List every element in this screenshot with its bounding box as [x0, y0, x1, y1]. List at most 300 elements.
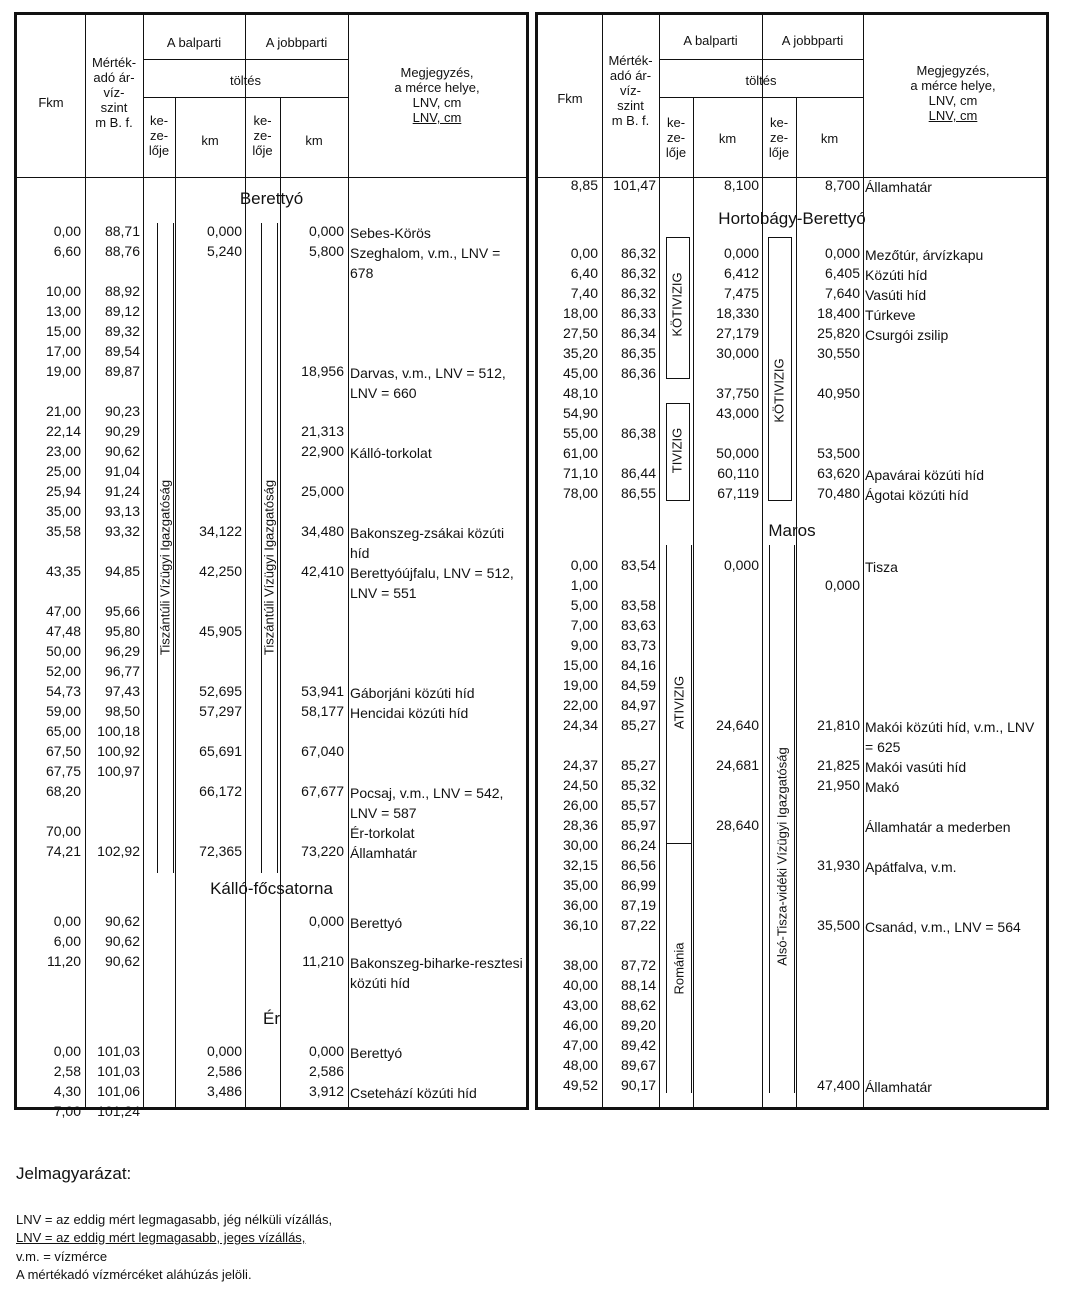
- right-km-value: 0,000: [308, 1043, 344, 1059]
- right-km-value: 25,820: [817, 325, 860, 341]
- col-rule: [693, 97, 694, 1107]
- right-km-value: 18,400: [817, 305, 860, 321]
- fkm-value: 74,21: [45, 843, 81, 859]
- remark-value: Berettyó: [350, 1045, 403, 1061]
- left-km-value: 6,412: [723, 265, 759, 281]
- left-km-value: 5,240: [206, 243, 242, 259]
- fkm-value: 38,00: [562, 957, 598, 973]
- remark-value: Apavárai közúti híd: [865, 467, 985, 483]
- right-km-value: 73,220: [301, 843, 344, 859]
- fkm-value: 28,36: [562, 817, 598, 833]
- left-km-value: 28,640: [716, 817, 759, 833]
- embankment-header: töltés: [229, 73, 262, 88]
- header-rule: [143, 59, 348, 60]
- fkm-value: 43,00: [562, 997, 598, 1013]
- vertical-label: Tiszántúli Vízügyi Igazgatóság: [261, 479, 277, 656]
- level-value: 101,06: [97, 1083, 140, 1099]
- fkm-value: 30,00: [562, 837, 598, 853]
- col-rule: [762, 15, 763, 1107]
- legend-underline: A mértékadó vízmércéket aláhúzás jelöli.: [16, 1267, 252, 1282]
- fkm-value: 19,00: [562, 677, 598, 693]
- left-bank-header: A balparti: [683, 33, 738, 48]
- left-km-value: 66,172: [199, 783, 242, 799]
- level-header: Mérték- adó ár- víz- szint m B. f.: [91, 55, 137, 130]
- remark-value: Makói közúti híd, v.m., LNV = 625: [865, 719, 1035, 755]
- right-km-value: 0,000: [308, 913, 344, 929]
- level-value: 86,99: [620, 877, 656, 893]
- level-value: 96,77: [104, 663, 140, 679]
- left-km-value: 30,000: [716, 345, 759, 361]
- fkm-value: 7,00: [570, 617, 598, 633]
- right-km-value: 25,000: [301, 483, 344, 499]
- level-value: 95,80: [104, 623, 140, 639]
- legend-title: Jelmagyarázat:: [16, 1164, 132, 1183]
- level-header: Mérték- adó ár- víz- szint m B. f.: [608, 53, 653, 128]
- fkm-value: 67,75: [45, 763, 81, 779]
- fkm-value: 68,20: [45, 783, 81, 799]
- fkm-value: 13,00: [45, 303, 81, 319]
- remark-value: Kálló-torkolat: [350, 445, 432, 461]
- level-value: 88,14: [620, 977, 656, 993]
- level-value: 86,32: [620, 245, 656, 261]
- fkm-value: 46,00: [562, 1017, 598, 1033]
- level-value: 90,62: [104, 933, 140, 949]
- level-value: 86,32: [620, 285, 656, 301]
- level-value: 84,16: [620, 657, 656, 673]
- level-value: 83,63: [620, 617, 656, 633]
- level-value: 93,13: [104, 503, 140, 519]
- level-value: 101,47: [613, 177, 656, 193]
- level-value: 90,62: [104, 953, 140, 969]
- level-value: 86,36: [620, 365, 656, 381]
- fkm-value: 54,73: [45, 683, 81, 699]
- right-km-value: 53,941: [301, 683, 344, 699]
- left-km-value: 8,100: [723, 177, 759, 193]
- level-value: 86,55: [620, 485, 656, 501]
- level-value: 102,92: [97, 843, 140, 859]
- level-value: 90,29: [104, 423, 140, 439]
- level-value: 89,12: [104, 303, 140, 319]
- fkm-value: 11,20: [47, 953, 81, 969]
- header-rule: [659, 59, 863, 60]
- section-title: Maros: [768, 521, 816, 540]
- fkm-value: 25,00: [45, 463, 81, 479]
- level-value: 85,27: [620, 717, 656, 733]
- fkm-value: 36,00: [562, 897, 598, 913]
- fkm-value: 24,50: [562, 777, 598, 793]
- right-km-value: 34,480: [301, 523, 344, 539]
- left-km-value: 50,000: [716, 445, 759, 461]
- left-table-panel: [14, 12, 529, 1119]
- level-value: 89,20: [620, 1017, 656, 1033]
- remark-value: Makó: [865, 779, 900, 795]
- vertical-label: TIVIZIG: [669, 427, 685, 474]
- remark-value: Berettyóújfalu, LNV = 512, LNV = 551: [350, 565, 514, 601]
- fkm-value: 7,00: [53, 1103, 81, 1119]
- left-km-value: 27,179: [716, 325, 759, 341]
- authority-bar: [769, 545, 770, 1093]
- right-km-value: 58,177: [301, 703, 344, 719]
- level-value: 84,97: [620, 697, 656, 713]
- level-value: 101,03: [97, 1043, 140, 1059]
- level-value: 89,54: [104, 343, 140, 359]
- col-rule: [602, 15, 603, 1107]
- legend-gauge: v.m. = vízmérce: [16, 1249, 108, 1264]
- remark-value: Pocsaj, v.m., LNV = 542, LNV = 587: [350, 785, 504, 821]
- right-km-value: 18,956: [301, 363, 344, 379]
- level-value: 88,92: [104, 283, 140, 299]
- fkm-value: 50,00: [45, 643, 81, 659]
- vertical-label: Románia: [671, 942, 687, 995]
- level-value: 88,71: [104, 223, 140, 239]
- left-km-value: 24,681: [716, 757, 759, 773]
- level-value: 100,97: [97, 763, 140, 779]
- left-km-value: 3,486: [206, 1083, 242, 1099]
- level-value: 100,18: [97, 723, 140, 739]
- right-km-value: 67,040: [301, 743, 344, 759]
- section-title: Ér: [263, 1009, 280, 1028]
- left-km-value: 42,250: [199, 563, 242, 579]
- remark-value: Bakonszeg-biharke-resztesi közúti híd: [350, 955, 523, 991]
- fkm-value: 24,37: [562, 757, 598, 773]
- header-rule: [659, 97, 863, 98]
- level-value: 89,87: [104, 363, 140, 379]
- right-km-value: 8,700: [824, 177, 860, 193]
- level-value: 88,76: [104, 243, 140, 259]
- fkm-value: 27,50: [562, 325, 598, 341]
- col-rule: [796, 97, 797, 1107]
- fkm-value: 0,00: [53, 1043, 81, 1059]
- level-value: 89,32: [104, 323, 140, 339]
- col-rule: [143, 15, 144, 1107]
- fkm-value: 70,00: [45, 823, 81, 839]
- right-km-value: 11,210: [302, 953, 344, 969]
- remark-value: Gáborjáni közúti híd: [350, 685, 475, 701]
- authority-bar: [691, 545, 692, 1093]
- fkm-value: 19,00: [45, 363, 81, 379]
- right-km-value: 0,000: [824, 577, 860, 593]
- level-value: 100,92: [97, 743, 140, 759]
- fkm-value: 47,48: [45, 623, 81, 639]
- fkm-value: 67,50: [45, 743, 81, 759]
- level-value: 86,32: [620, 265, 656, 281]
- left-km-value: 34,122: [199, 523, 242, 539]
- right-km-value: 21,825: [817, 757, 860, 773]
- vertical-label: ATIVIZIG: [671, 675, 687, 730]
- authority-bar-left: [173, 223, 174, 873]
- left-km-value: 43,000: [716, 405, 759, 421]
- authority-bar-right: [277, 223, 278, 873]
- remark-value: Csurgói zsilip: [865, 327, 949, 343]
- operator-header: ke- ze- lője: [252, 113, 273, 158]
- remark-value: Közúti híd: [865, 267, 928, 283]
- right-km-value: 0,000: [308, 223, 344, 239]
- left-km-value: 60,110: [717, 465, 759, 481]
- km-header: km: [718, 131, 737, 146]
- fkm-value: 0,00: [570, 245, 598, 261]
- col-rule: [348, 15, 349, 1107]
- level-value: 94,85: [104, 563, 140, 579]
- level-value: 90,62: [104, 913, 140, 929]
- level-value: 87,22: [620, 917, 656, 933]
- fkm-value: 48,00: [562, 1057, 598, 1073]
- left-bank-header: A balparti: [166, 35, 222, 50]
- right-km-value: 70,480: [817, 485, 860, 501]
- fkm-value: 0,00: [53, 913, 81, 929]
- fkm-value: 10,00: [45, 283, 81, 299]
- fkm-value: 24,34: [562, 717, 598, 733]
- fkm-value: 18,00: [562, 305, 598, 321]
- fkm-header: Fkm: [38, 95, 64, 110]
- right-km-value: 40,950: [817, 385, 860, 401]
- fkm-value: 8,85: [570, 177, 598, 193]
- level-value: 91,04: [104, 463, 140, 479]
- level-value: 86,34: [620, 325, 656, 341]
- fkm-value: 35,00: [45, 503, 81, 519]
- col-rule: [863, 15, 864, 1107]
- level-value: 85,32: [620, 777, 656, 793]
- remark-value: Tisza: [865, 559, 898, 575]
- fkm-header: Fkm: [557, 91, 583, 106]
- remark-value: Államhatár a mederben: [865, 819, 1011, 835]
- left-km-value: 2,586: [206, 1063, 242, 1079]
- col-rule: [85, 15, 86, 1107]
- right-km-value: 63,620: [817, 465, 860, 481]
- level-value: 85,27: [620, 757, 656, 773]
- right-km-value: 2,586: [308, 1063, 344, 1079]
- fkm-value: 22,14: [45, 423, 81, 439]
- level-value: 89,42: [620, 1037, 656, 1053]
- level-value: 86,24: [620, 837, 656, 853]
- fkm-value: 40,00: [562, 977, 598, 993]
- level-value: 85,97: [620, 817, 656, 833]
- right-km-value: 31,930: [817, 857, 860, 873]
- fkm-value: 71,10: [562, 465, 598, 481]
- left-km-value: 24,640: [716, 717, 759, 733]
- fkm-value: 35,20: [562, 345, 598, 361]
- fkm-value: 15,00: [562, 657, 598, 673]
- remark-value: Bakonszeg-zsákai közúti híd: [350, 525, 505, 561]
- remark-value: Berettyó: [350, 915, 403, 931]
- fkm-value: 1,00: [570, 577, 598, 593]
- fkm-value: 25,94: [45, 483, 81, 499]
- level-value: 85,57: [620, 797, 656, 813]
- authority-bar: [794, 545, 795, 1093]
- level-value: 86,44: [620, 465, 656, 481]
- remark-value: Államhatár: [865, 1079, 932, 1095]
- fkm-value: 59,00: [45, 703, 81, 719]
- left-km-value: 0,000: [206, 223, 242, 239]
- level-value: 95,66: [104, 603, 140, 619]
- fkm-value: 6,60: [53, 243, 81, 259]
- col-rule: [245, 15, 246, 1107]
- fkm-value: 48,10: [562, 385, 598, 401]
- level-value: 84,59: [620, 677, 656, 693]
- fkm-value: 47,00: [45, 603, 81, 619]
- fkm-value: 4,30: [53, 1083, 81, 1099]
- fkm-value: 55,00: [562, 425, 598, 441]
- right-km-value: 53,500: [817, 445, 860, 461]
- remark-value: Apátfalva, v.m.: [865, 859, 957, 875]
- fkm-value: 21,00: [45, 403, 81, 419]
- remark-value: Szeghalom, v.m., LNV = 678: [350, 245, 501, 281]
- fkm-value: 26,00: [562, 797, 598, 813]
- level-value: 87,72: [620, 957, 656, 973]
- vertical-label: Tiszántúli Vízügyi Igazgatóság: [157, 479, 173, 656]
- left-km-value: 45,905: [199, 623, 242, 639]
- fkm-value: 32,15: [562, 857, 598, 873]
- fkm-value: 2,58: [53, 1063, 81, 1079]
- level-value: 93,32: [104, 523, 140, 539]
- vertical-label: KÖTIVIZIG: [669, 272, 685, 337]
- level-value: 90,17: [620, 1077, 656, 1093]
- level-value: 89,67: [620, 1057, 656, 1073]
- remark-value: Darvas, v.m., LNV = 512, LNV = 660: [350, 365, 506, 401]
- col-rule: [280, 97, 281, 1107]
- right-km-value: 21,313: [301, 423, 344, 439]
- right-km-value: 42,410: [301, 563, 344, 579]
- right-km-value: 21,810: [817, 717, 860, 733]
- remark-value: Túrkeve: [865, 307, 916, 323]
- level-value: 97,43: [104, 683, 140, 699]
- fkm-value: 17,00: [45, 343, 81, 359]
- remarks-header: Megjegyzés, a mérce helye, LNV, cm LNV, cm: [394, 65, 480, 125]
- header-rule: [143, 97, 348, 98]
- left-km-value: 7,475: [723, 285, 759, 301]
- right-bank-header: A jobbparti: [781, 33, 844, 48]
- embankment-header: töltés: [745, 73, 777, 88]
- fkm-value: 49,52: [562, 1077, 598, 1093]
- level-value: 98,50: [104, 703, 140, 719]
- level-value: 90,23: [104, 403, 140, 419]
- level-value: 83,73: [620, 637, 656, 653]
- remark-value: Államhatár: [865, 179, 932, 195]
- left-km-value: 0,000: [723, 557, 759, 573]
- fkm-value: 52,00: [45, 663, 81, 679]
- level-value: 87,19: [620, 897, 656, 913]
- remark-value: Államhatár: [350, 845, 417, 861]
- header-bottom-rule: [17, 177, 526, 178]
- level-value: 91,24: [104, 483, 140, 499]
- level-value: 86,35: [620, 345, 656, 361]
- legend-lnv: LNV = az eddig mért legmagasabb, jég nélküli vízállás,: [16, 1212, 333, 1227]
- fkm-value: 65,00: [45, 723, 81, 739]
- remark-value: Csetehází közúti híd: [350, 1085, 477, 1101]
- left-km-value: 18,330: [716, 305, 759, 321]
- operator-header: ke- ze- lője: [665, 115, 687, 160]
- fkm-value: 0,00: [53, 223, 81, 239]
- right-km-value: 21,950: [817, 777, 860, 793]
- left-km-value: 57,297: [199, 703, 242, 719]
- level-value: 96,29: [104, 643, 140, 659]
- fkm-value: 35,58: [45, 523, 81, 539]
- right-km-value: 47,400: [817, 1077, 860, 1093]
- section-title: Berettyó: [239, 189, 304, 208]
- left-km-value: 65,691: [199, 743, 242, 759]
- fkm-value: 0,00: [570, 557, 598, 573]
- level-value: 88,62: [620, 997, 656, 1013]
- left-km-value: 37,750: [716, 385, 759, 401]
- remark-value: Hencidai közúti híd: [350, 705, 469, 721]
- right-km-value: 30,550: [817, 345, 860, 361]
- fkm-value: 61,00: [562, 445, 598, 461]
- fkm-value: 6,40: [570, 265, 598, 281]
- remark-value: Vasúti híd: [865, 287, 927, 303]
- level-value: 90,62: [104, 443, 140, 459]
- remark-value: Mezőtúr, árvízkapu: [865, 247, 984, 263]
- legend-lnv-ice: LNV = az eddig mért legmagasabb, jeges vízállás,: [16, 1230, 306, 1245]
- fkm-value: 54,90: [562, 405, 598, 421]
- col-rule: [659, 15, 660, 1107]
- left-km-value: 67,119: [717, 485, 759, 501]
- fkm-value: 23,00: [45, 443, 81, 459]
- fkm-value: 45,00: [562, 365, 598, 381]
- left-km-value: 52,695: [199, 683, 242, 699]
- right-km-value: 22,900: [301, 443, 344, 459]
- remark-value: Ágotai közúti híd: [865, 487, 969, 503]
- right-km-value: 7,640: [824, 285, 860, 301]
- right-km-value: 5,800: [308, 243, 344, 259]
- level-value: 101,24: [97, 1103, 140, 1119]
- operator-header: ke- ze- lője: [148, 113, 170, 158]
- fkm-value: 6,00: [53, 933, 81, 949]
- level-value: 86,38: [620, 425, 656, 441]
- vertical-label: KÖTIVIZIG: [771, 358, 787, 423]
- level-value: 86,33: [620, 305, 656, 321]
- right-km-value: 35,500: [817, 917, 860, 933]
- fkm-value: 78,00: [562, 485, 598, 501]
- right-km-value: 67,677: [301, 783, 344, 799]
- vertical-label: Alsó-Tisza-vidéki Vízügyi Igazgatóság: [774, 747, 790, 966]
- section-title: Kálló-főcsatorna: [210, 879, 333, 898]
- km-header: km: [305, 133, 323, 148]
- section-title: Hortobágy-Berettyó: [718, 209, 866, 228]
- remark-value: Ér-torkolat: [350, 825, 415, 841]
- operator-header: ke- ze- lője: [768, 115, 790, 160]
- fkm-value: 47,00: [562, 1037, 598, 1053]
- fkm-value: 15,00: [45, 323, 81, 339]
- left-km-value: 0,000: [723, 245, 759, 261]
- fkm-value: 22,00: [562, 697, 598, 713]
- fkm-value: 5,00: [570, 597, 598, 613]
- fkm-value: 36,10: [562, 917, 598, 933]
- level-value: 86,56: [620, 857, 656, 873]
- right-km-value: 6,405: [824, 265, 860, 281]
- level-value: 101,03: [97, 1063, 140, 1079]
- remark-value: Sebes-Körös: [350, 225, 431, 241]
- right-km-value: 3,912: [308, 1083, 344, 1099]
- remark-value: Csanád, v.m., LNV = 564: [865, 919, 1021, 935]
- km-header: km: [820, 131, 839, 146]
- col-rule: [175, 97, 176, 1107]
- level-value: 83,54: [620, 557, 656, 573]
- km-header: km: [201, 133, 219, 148]
- remarks-header: Megjegyzés, a mérce helye, LNV, cm LNV, cm: [910, 63, 996, 123]
- right-km-value: 0,000: [824, 245, 860, 261]
- left-km-value: 72,365: [199, 843, 242, 859]
- authority-divider: [666, 843, 691, 844]
- right-bank-header: A jobbparti: [265, 35, 328, 50]
- authority-bar: [666, 545, 667, 1093]
- right-table-panel: [535, 12, 1049, 1110]
- left-km-value: 0,000: [206, 1043, 242, 1059]
- fkm-value: 7,40: [570, 285, 598, 301]
- fkm-value: 35,00: [562, 877, 598, 893]
- fkm-value: 43,35: [45, 563, 81, 579]
- level-value: 83,58: [620, 597, 656, 613]
- remark-value: Makói vasúti híd: [865, 759, 967, 775]
- fkm-value: 9,00: [570, 637, 598, 653]
